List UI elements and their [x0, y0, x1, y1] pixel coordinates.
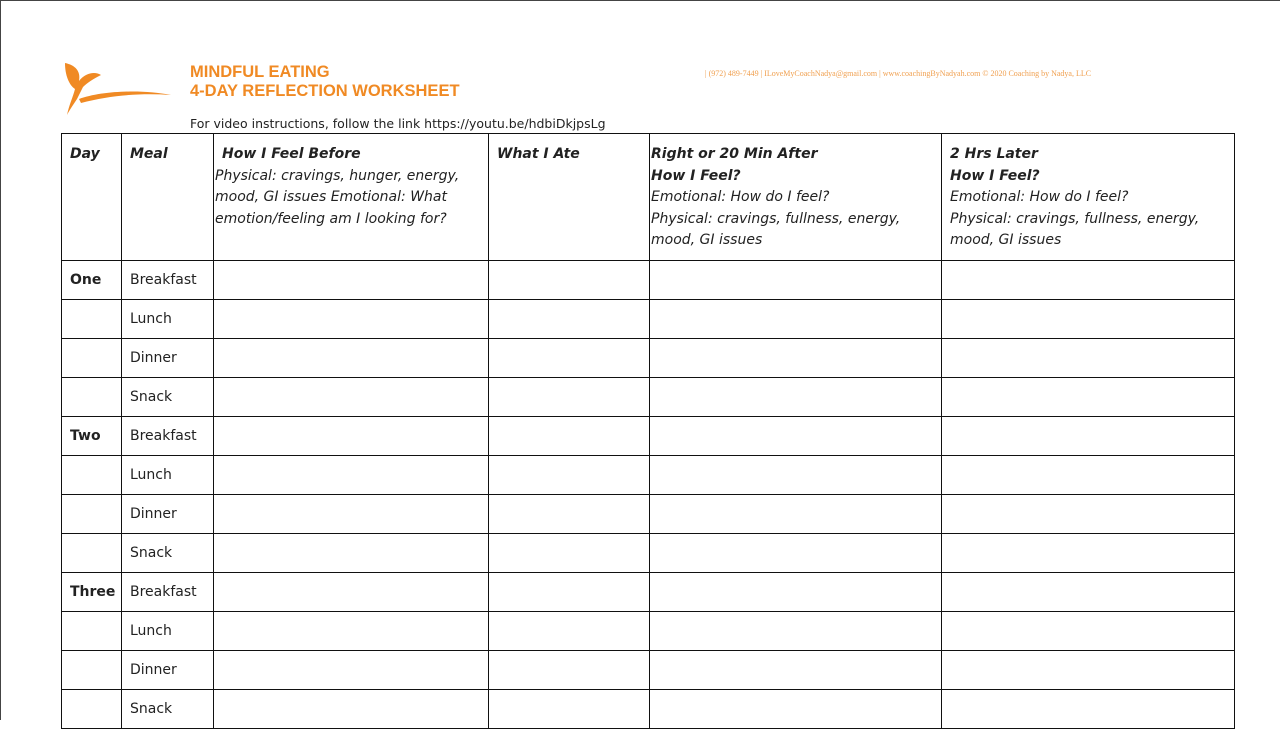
entry-cell[interactable] [942, 261, 1235, 300]
meal-cell: Breakfast [122, 261, 214, 300]
entry-cell[interactable] [214, 612, 489, 651]
worksheet-table [61, 133, 1235, 729]
entry-cell[interactable] [214, 573, 489, 612]
day-cell: One [62, 261, 122, 300]
entry-cell[interactable] [214, 300, 489, 339]
worksheet-title [190, 63, 460, 101]
day-cell [62, 378, 122, 417]
table-row [62, 417, 1235, 456]
title-line-1: MINDFUL EATING [190, 63, 330, 81]
entry-cell[interactable] [942, 651, 1235, 690]
header-day: Day [62, 134, 122, 261]
entry-cell[interactable] [214, 534, 489, 573]
entry-cell[interactable] [489, 378, 650, 417]
table-row [62, 339, 1235, 378]
entry-cell[interactable] [650, 573, 942, 612]
header-what-i-ate: What I Ate [489, 134, 650, 261]
entry-cell[interactable] [650, 651, 942, 690]
meal-cell: Dinner [122, 339, 214, 378]
day-cell: Two [62, 417, 122, 456]
entry-cell[interactable] [942, 690, 1235, 729]
entry-cell[interactable] [650, 378, 942, 417]
entry-cell[interactable] [489, 651, 650, 690]
header-right-after: Right or 20 Min After How I Feel? Emotional: How do I feel? Physical: cravings, fullness, energy, mood, GI issues [650, 134, 942, 261]
header-2hrs-later: 2 Hrs Later How I Feel? Emotional: How do I feel? Physical: cravings, fullness, energy, mood, GI issues [942, 134, 1235, 261]
entry-cell[interactable] [214, 495, 489, 534]
fairy-logo-icon [61, 59, 173, 119]
table-row [62, 456, 1235, 495]
entry-cell[interactable] [214, 456, 489, 495]
entry-cell[interactable] [489, 456, 650, 495]
table-row [62, 378, 1235, 417]
entry-cell[interactable] [489, 573, 650, 612]
entry-cell[interactable] [942, 495, 1235, 534]
meal-cell: Snack [122, 534, 214, 573]
entry-cell[interactable] [489, 612, 650, 651]
entry-cell[interactable] [942, 339, 1235, 378]
header-feel-before: How I Feel Before Physical: cravings, hunger, energy, mood, GI issues Emotional: What emotion/feeling am I looking for? [214, 134, 489, 261]
table-row [62, 612, 1235, 651]
entry-cell[interactable] [214, 339, 489, 378]
entry-cell[interactable] [650, 417, 942, 456]
day-cell [62, 534, 122, 573]
meal-cell: Breakfast [122, 417, 214, 456]
entry-cell[interactable] [214, 651, 489, 690]
table-row [62, 573, 1235, 612]
entry-cell[interactable] [650, 300, 942, 339]
meal-cell: Dinner [122, 495, 214, 534]
day-cell: Three [62, 573, 122, 612]
meal-cell: Lunch [122, 612, 214, 651]
entry-cell[interactable] [650, 261, 942, 300]
entry-cell[interactable] [214, 261, 489, 300]
day-cell [62, 612, 122, 651]
entry-cell[interactable] [650, 495, 942, 534]
entry-cell[interactable] [650, 690, 942, 729]
entry-cell[interactable] [214, 417, 489, 456]
entry-cell[interactable] [489, 495, 650, 534]
meal-cell: Dinner [122, 651, 214, 690]
entry-cell[interactable] [650, 612, 942, 651]
entry-cell[interactable] [489, 300, 650, 339]
entry-cell[interactable] [942, 417, 1235, 456]
table-row [62, 690, 1235, 729]
entry-cell[interactable] [489, 690, 650, 729]
day-cell [62, 300, 122, 339]
table-row [62, 261, 1235, 300]
entry-cell[interactable] [489, 261, 650, 300]
day-cell [62, 651, 122, 690]
contact-info: | (972) 489-7449 | ILoveMyCoachNadya@gmail.com | www.coachingByNadyah.com © 2020 Coaching by Nadya, LLC [705, 69, 1092, 78]
entry-cell[interactable] [942, 300, 1235, 339]
entry-cell[interactable] [489, 339, 650, 378]
entry-cell[interactable] [942, 378, 1235, 417]
meal-cell: Snack [122, 690, 214, 729]
entry-cell[interactable] [489, 534, 650, 573]
day-cell [62, 495, 122, 534]
day-cell [62, 339, 122, 378]
entry-cell[interactable] [650, 339, 942, 378]
table-row [62, 651, 1235, 690]
header-meal: Meal [122, 134, 214, 261]
entry-cell[interactable] [214, 690, 489, 729]
entry-cell[interactable] [650, 534, 942, 573]
table-row [62, 495, 1235, 534]
entry-cell[interactable] [214, 378, 489, 417]
day-cell [62, 690, 122, 729]
meal-cell: Lunch [122, 456, 214, 495]
title-line-2: 4-DAY REFLECTION WORKSHEET [190, 82, 460, 100]
meal-cell: Breakfast [122, 573, 214, 612]
table-row [62, 300, 1235, 339]
entry-cell[interactable] [650, 456, 942, 495]
day-cell [62, 456, 122, 495]
entry-cell[interactable] [489, 417, 650, 456]
meal-cell: Lunch [122, 300, 214, 339]
entry-cell[interactable] [942, 612, 1235, 651]
meal-cell: Snack [122, 378, 214, 417]
table-row [62, 534, 1235, 573]
entry-cell[interactable] [942, 534, 1235, 573]
video-instructions: For video instructions, follow the link https://youtu.be/hdbiDkjpsLg [190, 116, 606, 131]
entry-cell[interactable] [942, 573, 1235, 612]
entry-cell[interactable] [942, 456, 1235, 495]
